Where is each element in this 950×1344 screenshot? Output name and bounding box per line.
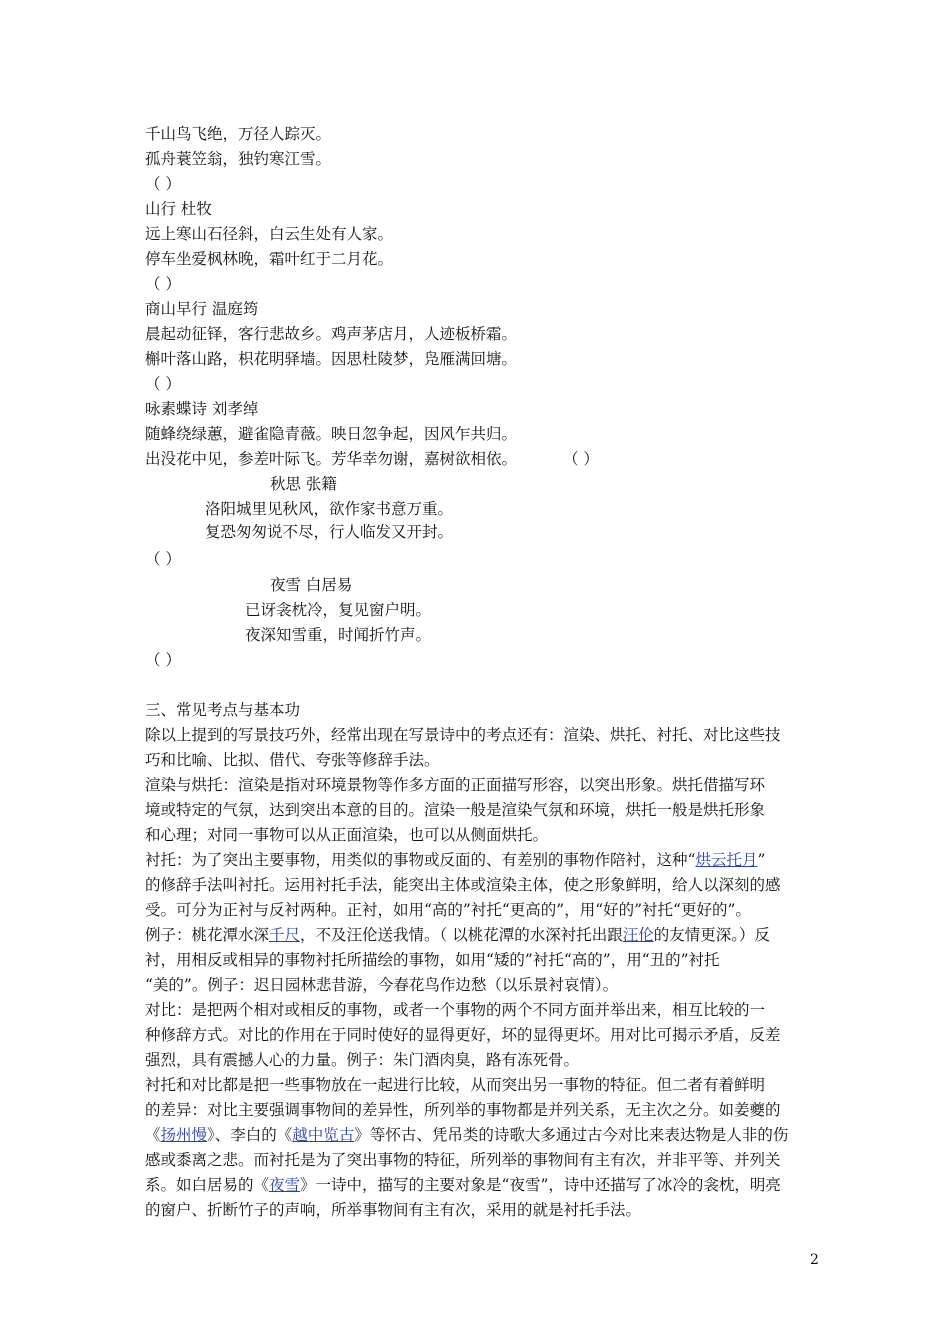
poem-line: 停车坐爱枫林晚，霜叶红于二月花。 <box>145 250 394 268</box>
poem-line: 出没花中见，参差叶际飞。芳华幸勿谢，嘉树欲相依。 <box>145 450 518 468</box>
link-wanglun[interactable]: 汪伦 <box>622 926 654 944</box>
link-yexue[interactable]: 夜雪 <box>269 1176 301 1194</box>
paragraph-line: “美的”。例子：迟日园林悲昔游，今春花鸟作边愁（以乐景衬哀情）。 <box>145 976 619 994</box>
page-number: 2 <box>810 1252 819 1268</box>
paragraph-line: 衬托和对比都是把一些事物放在一起进行比较，从而突出另一事物的特征。但二者有着鲜明 <box>145 1076 766 1094</box>
paragraph-line: 《扬州慢》、李白的《越中览古》等怀古、凭吊类的诗歌大多通过古今对比来表达物是人非的伤 <box>145 1126 789 1144</box>
poem-title: 山行 杜牧 <box>145 200 212 218</box>
poem-title: 秋思 张籍 <box>270 475 337 493</box>
paragraph-line: 除以上提到的写景技巧外，经常出现在写景诗中的考点还有：渲染、烘托、衬托、对比这些技 <box>145 726 781 744</box>
poem-line: 孤舟蓑笠翁，独钓寒江雪。 <box>145 150 332 168</box>
section-heading: 三、常见考点与基本功 <box>145 701 301 719</box>
paragraph-line: 和心理；对同一事物可以从正面渲染，也可以从侧面烘托。 <box>145 826 549 844</box>
poem-line: 复恐匆匆说不尽，行人临发又开封。 <box>205 523 454 541</box>
paragraph-line: 系。如白居易的《夜雪》一诗中，描写的主要对象是“夜雪”，诗中还描写了冰冷的衾枕，明亮 <box>145 1176 781 1194</box>
paragraph-line: 感或黍离之悲。而衬托是为了突出事物的特征，所列举的事物间有主有次，并非平等、并列关 <box>145 1151 781 1169</box>
paragraph-line: 强烈，具有震撼人心的力量。例子：朱门酒肉臭，路有冻死骨。 <box>145 1051 580 1069</box>
answer-blank: （ ） <box>145 550 181 568</box>
poem-title: 夜雪 白居易 <box>270 576 353 594</box>
poem-line: 槲叶落山路，枳花明驿墙。因思杜陵梦，凫雁满回塘。 <box>145 350 518 368</box>
poem-line: 已讶衾枕冷，复见窗户明。 <box>245 601 432 619</box>
poem-title: 咏素蝶诗 刘孝绰 <box>145 400 259 418</box>
answer-blank: （ ） <box>145 651 181 669</box>
poem-line: 晨起动征铎，客行悲故乡。鸡声茅店月，人迹板桥霜。 <box>145 325 518 343</box>
link-yangzhoumanr[interactable]: 扬州慢 <box>160 1126 208 1144</box>
poem-line: 洛阳城里见秋风，欲作家书意万重。 <box>205 500 454 518</box>
paragraph-line: 的修辞手法叫衬托。运用衬托手法，能突出主体或渲染主体，使之形象鲜明，给人以深刻的感 <box>145 876 781 894</box>
paragraph-line: 例子：桃花潭水深千尺，不及汪伦送我情。（ 以桃花潭的水深衬托出跟汪伦的友情更深。）反 <box>145 926 770 944</box>
paragraph-line: 境或特定的气氛，达到突出本意的目的。渲染一般是渲染气氛和环境，烘托一般是烘托形象 <box>145 801 766 819</box>
link-hongyun-tuoyue[interactable]: 烘云托月 <box>695 851 758 869</box>
answer-blank: （ ） <box>145 275 181 293</box>
poem-title: 商山早行 温庭筠 <box>145 300 259 318</box>
paragraph-line: 的窗户、折断竹子的声响，所举事物间有主有次，采用的就是衬托手法。 <box>145 1201 642 1219</box>
answer-blank: （ ） <box>145 175 181 193</box>
link-qianchi[interactable]: 千尺 <box>269 926 301 944</box>
poem-line: 远上寒山石径斜，白云生处有人家。 <box>145 225 394 243</box>
paragraph-line: 衬托：为了突出主要事物，用类似的事物或反面的、有差别的事物作陪衬，这种“烘云托月” <box>145 851 766 869</box>
answer-blank: （ ） <box>145 375 181 393</box>
answer-blank: （ ） <box>563 450 599 468</box>
poem-line: 随蜂绕绿蕙，避雀隐青薇。映日忽争起，因风乍共归。 <box>145 425 518 443</box>
paragraph-line: 巧和比喻、比拟、借代、夸张等修辞手法。 <box>145 751 440 769</box>
link-yuezhong-langu[interactable]: 越中览古 <box>292 1126 355 1144</box>
paragraph-line: 的差异：对比主要强调事物间的差异性，所列举的事物都是并列关系，无主次之分。如姜夔的 <box>145 1101 781 1119</box>
paragraph-line: 渲染与烘托：渲染是指对环境景物等作多方面的正面描写形容，以突出形象。烘托借描写环 <box>145 776 766 794</box>
paragraph-line: 对比：是把两个相对或相反的事物，或者一个事物的两个不同方面并举出来，相互比较的一 <box>145 1001 766 1019</box>
paragraph-line: 种修辞方式。对比的作用在于同时使好的显得更好，坏的显得更坏。用对比可揭示矛盾，反差 <box>145 1026 781 1044</box>
poem-line: 夜深知雪重，时闻折竹声。 <box>245 626 432 644</box>
paragraph-line: 衬，用相反或相异的事物衬托所描绘的事物，如用“矮的”衬托“高的”，用“丑的”衬托 <box>145 951 720 969</box>
poem-line: 千山鸟飞绝，万径人踪灭。 <box>145 125 332 143</box>
paragraph-line: 受。可分为正衬与反衬两种。正衬，如用“高的”衬托“更高的”，用“好的”衬托“更好的”。 <box>145 901 751 919</box>
